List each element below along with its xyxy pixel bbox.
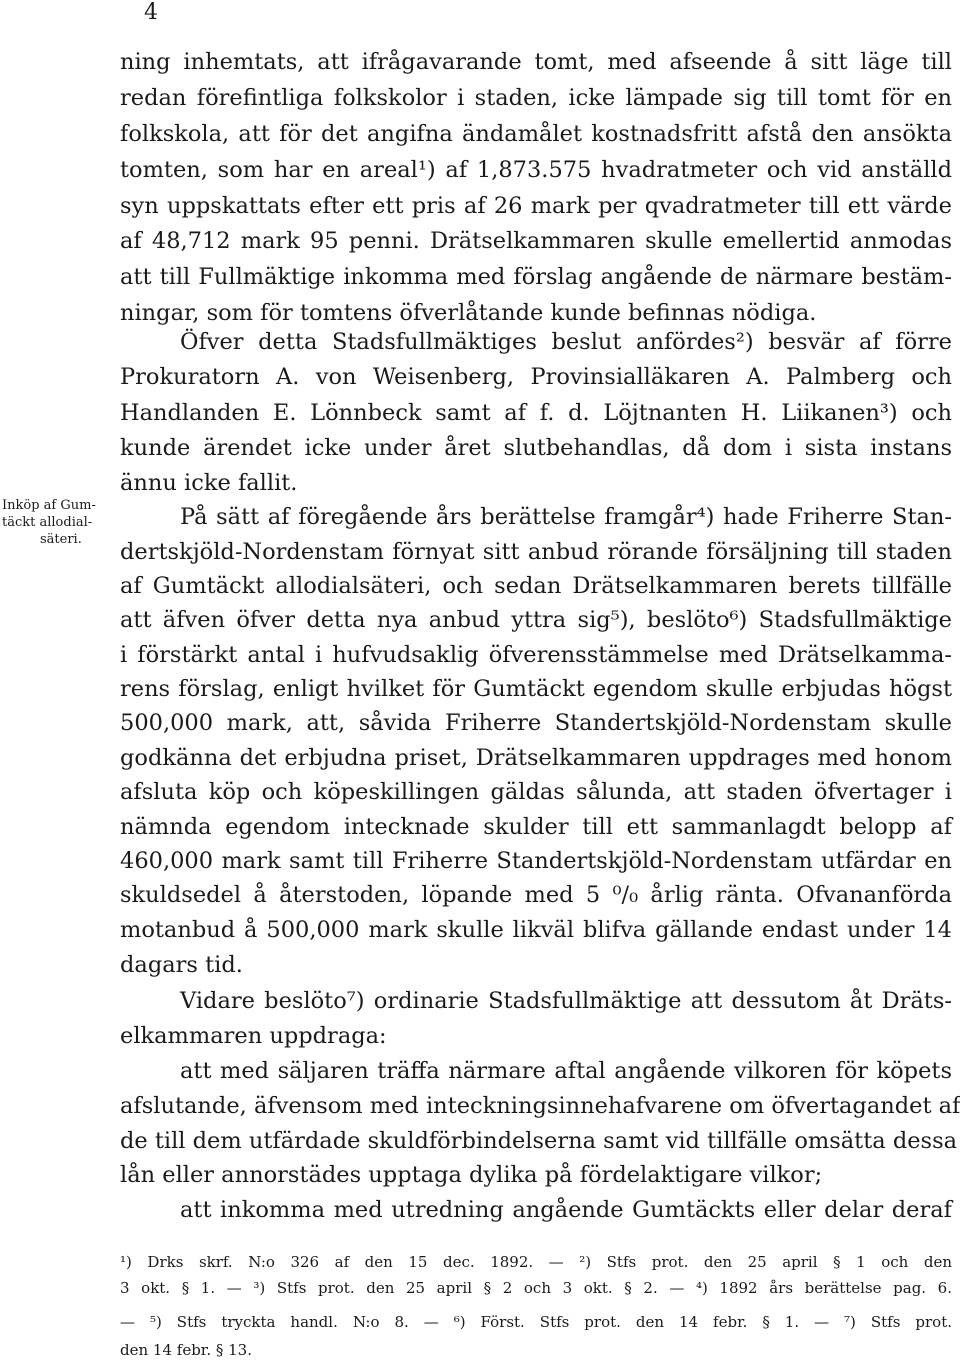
- body-line: dertskjöld-Nordenstam förnyat sitt anbud rörande försäljning till staden: [120, 539, 952, 565]
- body-line: afsluta köp och köpeskillingen gäldas sålunda, att staden öfvertager i: [120, 779, 952, 805]
- body-line: motanbud å 500,000 mark skulle likväl blifva gällande endast under 14: [120, 917, 952, 943]
- body-line: 500,000 mark, att, såvida Friherre Standertskjöld-Nordenstam skulle: [120, 710, 952, 736]
- margin-note-line: Inköp af Gum-: [2, 498, 96, 513]
- body-line: dagars tid.: [120, 952, 243, 978]
- body-line: att med säljaren träffa närmare aftal angående vilkoren för köpets: [180, 1058, 952, 1084]
- body-line: godkänna det erbjudna priset, Drätselkammaren uppdrages med honom: [120, 745, 952, 771]
- body-line: tomten, som har en areal¹) af 1,873.575 hvadratmeter och vid anställd: [120, 157, 952, 183]
- body-line: att inkomma med utredning angående Gumtäckts eller delar deraf: [180, 1197, 952, 1223]
- footnote-line: ¹) Drks skrf. N:o 326 af den 15 dec. 1892. — ²) Stfs prot. den 25 april § 1 och den: [120, 1253, 952, 1271]
- footnote-line: 3 okt. § 1. — ³) Stfs prot. den 25 april § 2 och 3 okt. § 2. — ⁴) 1892 års berättelse pag. 6.: [120, 1279, 952, 1297]
- body-line: elkammaren uppdraga:: [120, 1023, 387, 1049]
- body-line: af Gumtäckt allodialsäteri, och sedan Drätselkammaren berets tillfälle: [120, 573, 952, 599]
- body-line: ning inhemtats, att ifrågavarande tomt, med afseende å sitt läge till: [120, 49, 952, 75]
- margin-note-line: säteri.: [40, 532, 82, 547]
- margin-note-line: täckt allodial-: [2, 515, 93, 530]
- body-line: redan förefintliga folkskolor i staden, icke lämpade sig till tomt för en: [120, 85, 952, 111]
- body-line: nämnda egendom intecknade skulder till ett sammanlagdt belopp af: [120, 814, 952, 840]
- body-line: syn uppskattats efter ett pris af 26 mark per qvadratmeter till ett värde: [120, 193, 952, 219]
- body-line: Vidare beslöto⁷) ordinarie Stadsfullmäktige att dessutom åt Dräts-: [180, 988, 952, 1014]
- body-line: i förstärkt antal i hufvudsaklig öfverensstämmelse med Drätselkamma-: [120, 642, 952, 668]
- body-line: 460,000 mark samt till Friherre Standertskjöld-Nordenstam utfärdar en: [120, 848, 952, 874]
- body-line: skuldsedel å återstoden, löpande med 5 ⁰/₀ årlig ränta. Ofvananförda: [120, 882, 952, 908]
- margin-note: [2, 497, 112, 548]
- body-line: att äfven öfver detta nya anbud yttra sig⁵), beslöto⁶) Stadsfullmäktige: [120, 607, 952, 633]
- body-line: kunde ärendet icke under året slutbehandlas, då dom i sista instans: [120, 435, 952, 461]
- body-line: Prokuratorn A. von Weisenberg, Provinsialläkaren A. Palmberg och: [120, 364, 952, 390]
- body-line: de till dem utfärdade skuldförbindelserna samt vid tillfälle omsätta dessa: [120, 1128, 958, 1154]
- body-line: Öfver detta Stadsfullmäktiges beslut anfördes²) besvär af förre: [180, 329, 952, 355]
- page-number: 4: [144, 0, 158, 25]
- body-line: afslutande, äfvensom med inteckningsinnehafvarene om öfvertagandet af: [120, 1093, 960, 1119]
- body-line: att till Fullmäktige inkomma med förslag angående de närmare bestäm-: [120, 264, 952, 290]
- footnote-line: — ⁵) Stfs tryckta handl. N:o 8. — ⁶) Först. Stfs prot. den 14 febr. § 1. — ⁷) Stfs prot.: [120, 1313, 952, 1331]
- body-line: På sätt af föregående års berättelse framgår⁴) hade Friherre Stan-: [180, 504, 952, 530]
- body-line: lån eller annorstädes upptaga dylika på fördelaktigare vilkor;: [120, 1162, 823, 1188]
- body-line: Handlanden E. Lönnbeck samt af f. d. Löjtnanten H. Liikanen³) och: [120, 400, 952, 426]
- body-line: ännu icke fallit.: [120, 470, 298, 496]
- body-line: ningar, som för tomtens öfverlåtande kunde befinnas nödiga.: [120, 300, 817, 326]
- body-line: af 48,712 mark 95 penni. Drätselkammaren skulle emellertid anmodas: [120, 228, 952, 254]
- body-line: folkskola, att för det angifna ändamålet kostnadsfritt afstå den ansökta: [120, 121, 952, 147]
- body-line: rens förslag, enligt hvilket för Gumtäckt egendom skulle erbjudas högst: [120, 676, 952, 702]
- footnote-line: den 14 febr. § 13.: [120, 1341, 252, 1359]
